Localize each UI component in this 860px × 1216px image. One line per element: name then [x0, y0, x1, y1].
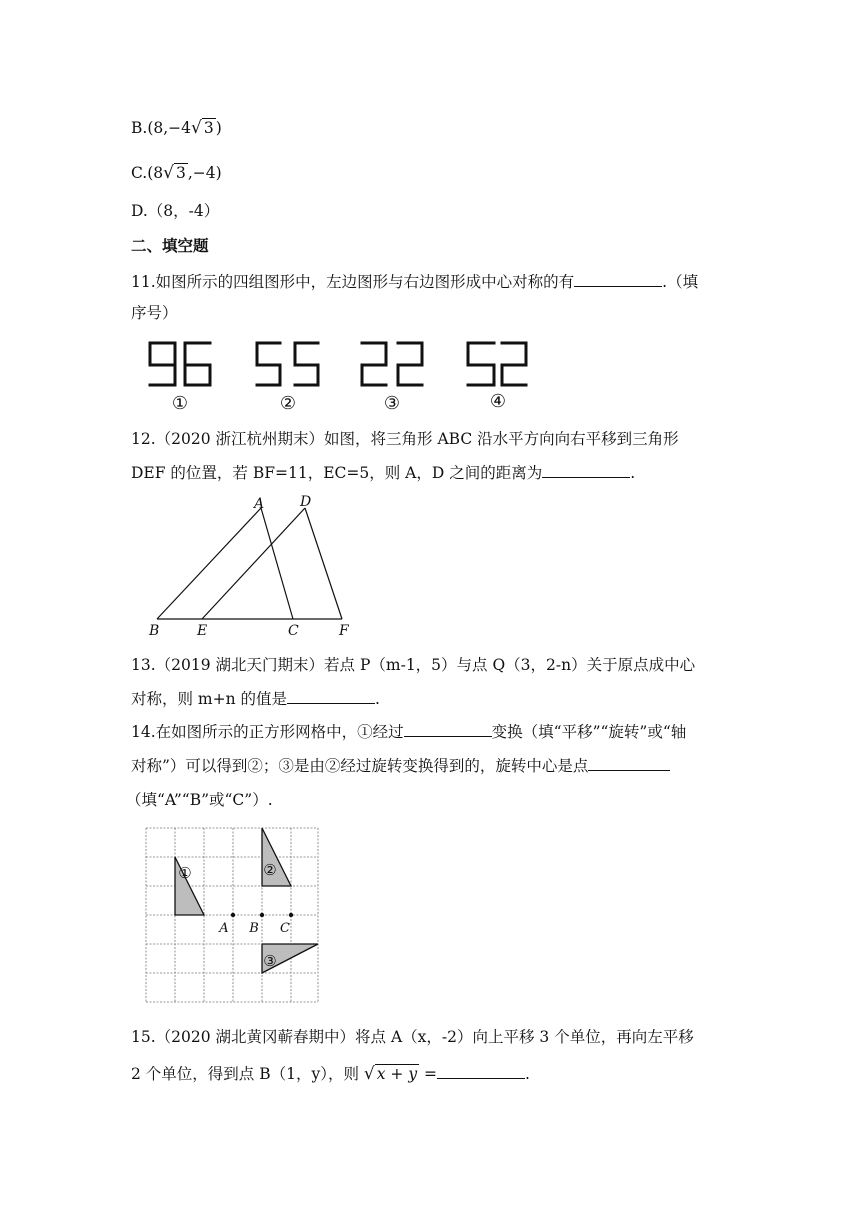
answer-blank[interactable] — [437, 1063, 525, 1079]
q15-equals: = — [419, 1065, 438, 1083]
segment-ab — [157, 508, 261, 619]
option-c-prefix: C.(8 — [131, 164, 164, 182]
sqrt-3-radicand: 3 — [203, 119, 214, 137]
answer-blank[interactable] — [574, 271, 662, 287]
option-b-minus4: −4 — [168, 119, 192, 137]
figure-3-digits — [362, 343, 422, 385]
q13-line1: 13.（2019 湖北天门期末）若点 P（m-1，5）与点 Q（3，2-n）关于原点成中心 — [131, 656, 696, 674]
figure-1-label: ① — [171, 393, 189, 413]
q15-line2 — [131, 1063, 530, 1085]
q12-line2 — [131, 462, 635, 484]
segment-ac — [261, 508, 293, 619]
shape-3-label: ③ — [263, 952, 277, 970]
section-heading: 二、填空题 — [131, 237, 209, 255]
q15-line1: 15.（2020 湖北黄冈蕲春期中）将点 A（x，-2）向上平移 3 个单位，再向左平移 — [131, 1028, 694, 1046]
figure-2-digits — [257, 343, 318, 385]
answer-blank[interactable] — [287, 688, 375, 704]
q12-triangle-figure — [145, 492, 365, 642]
q13-text: 对称，则 m+n 的值是 — [131, 690, 288, 708]
shape-2-label: ② — [263, 861, 277, 879]
figure-2-label: ② — [279, 393, 297, 413]
point-b — [260, 913, 264, 917]
q11-text-after: .（填 — [662, 273, 699, 291]
q14-line1 — [131, 721, 686, 743]
figure-4-digits — [468, 343, 526, 385]
q15-text-after: . — [525, 1065, 530, 1083]
segment-df — [305, 508, 342, 619]
q11-line2: 序号） — [131, 304, 178, 322]
option-b-prefix: B.(8, — [131, 119, 169, 137]
sqrt-3: √ 3 — [191, 118, 214, 138]
label-c: C — [288, 623, 299, 639]
sqrt-radicand: x + y — [376, 1065, 418, 1083]
q11-figures — [140, 333, 560, 413]
q14-line2 — [131, 755, 670, 777]
sqrt-3-radicand: 3 — [176, 164, 186, 182]
answer-blank[interactable] — [542, 462, 630, 478]
figure-3-label: ③ — [383, 393, 401, 413]
segment-ed — [202, 508, 305, 619]
figure-4-label: ④ — [489, 391, 507, 412]
answer-blank[interactable] — [404, 721, 492, 737]
q14-grid-figure — [144, 826, 324, 1006]
option-d: D.（8，-4） — [131, 202, 220, 220]
shape-1-label: ① — [178, 864, 192, 882]
option-c-suffix: ,−4) — [187, 164, 222, 182]
label-e: E — [197, 623, 208, 639]
label-b: B — [149, 623, 160, 639]
q14-text-after: 变换（填“平移”“旋转”或“轴 — [491, 723, 687, 741]
label-a: A — [219, 921, 229, 936]
q14-line3: （填“A”“B”或“C”）. — [126, 791, 273, 809]
label-d: D — [300, 494, 312, 510]
label-f: F — [339, 623, 349, 639]
q11-line1 — [131, 271, 698, 293]
sqrt-x-plus-y: √ x + y — [363, 1064, 418, 1084]
q14-text: 14.在如图所示的正方形网格中，①经过 — [131, 723, 404, 741]
q13-text-after: . — [375, 690, 380, 708]
q13-line2 — [131, 688, 380, 710]
point-c — [289, 913, 293, 917]
label-a: A — [254, 496, 265, 512]
point-a — [231, 913, 235, 917]
sqrt-3: √ 3 — [163, 163, 186, 183]
figure-1-digits — [150, 343, 210, 385]
option-b — [131, 117, 222, 139]
label-c: C — [280, 921, 290, 936]
q14-text: 对称”）可以得到②；③是由②经过旋转变换得到的，旋转中心是点 — [131, 757, 589, 775]
label-b: B — [249, 921, 259, 936]
q11-text: 11.如图所示的四组图形中，左边图形与右边图形成中心对称的有 — [131, 273, 575, 291]
option-b-suffix: ) — [215, 119, 222, 137]
option-c — [131, 162, 222, 184]
q12-text: DEF 的位置，若 BF=11，EC=5，则 A，D 之间的距离为 — [131, 464, 543, 482]
q12-text-after: . — [630, 464, 636, 482]
q12-line1: 12.（2020 浙江杭州期末）如图，将三角形 ABC 沿水平方向向右平移到三角形 — [131, 430, 679, 448]
q15-text: 2 个单位，得到点 B（1，y），则 — [131, 1065, 359, 1083]
answer-blank[interactable] — [588, 755, 670, 771]
